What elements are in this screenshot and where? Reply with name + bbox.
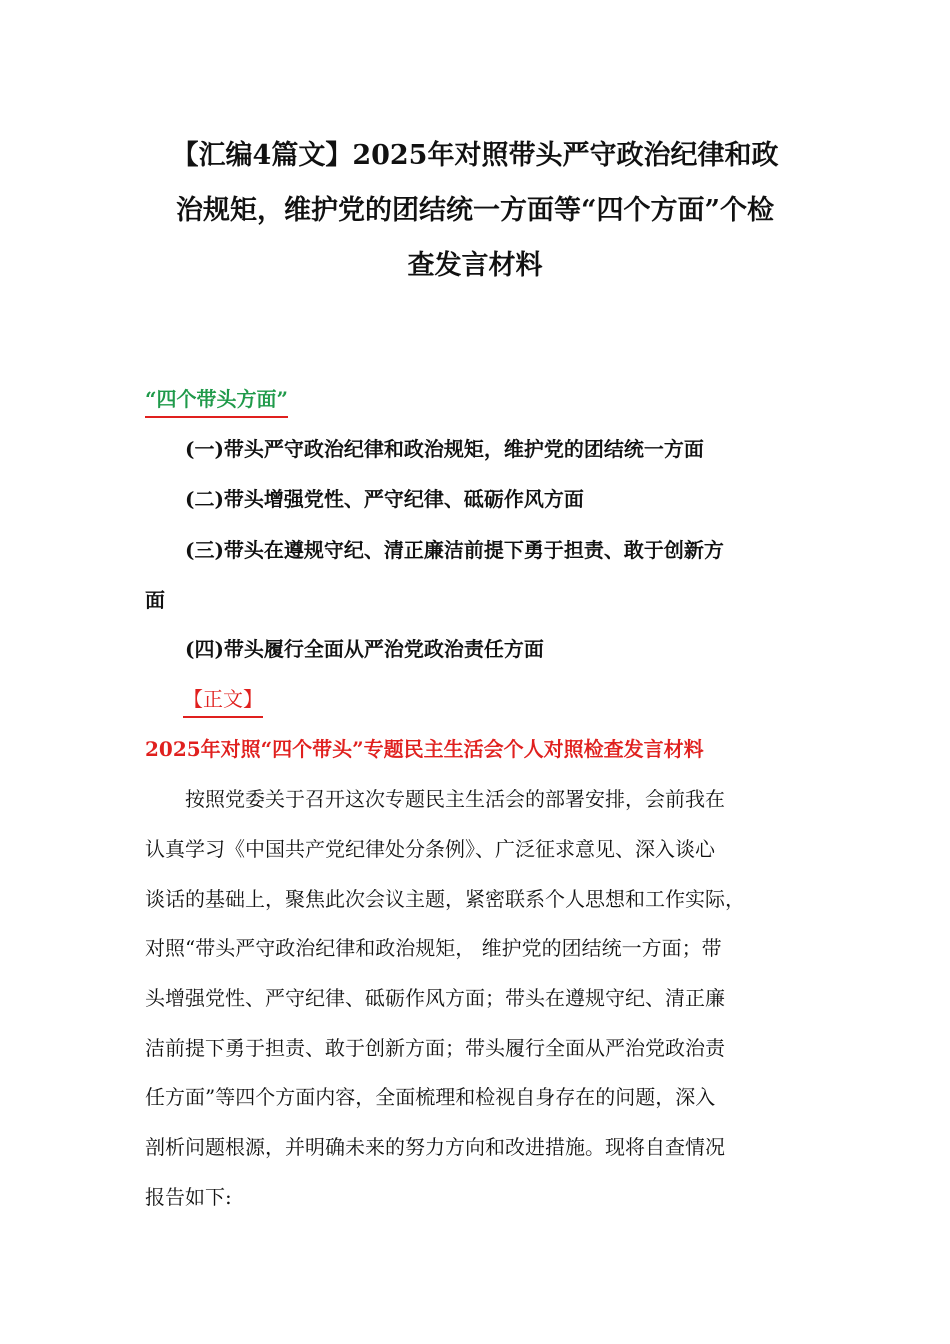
body-line-9: 报告如下:	[145, 1185, 232, 1209]
body-line-6: 洁前提下勇于担责、敢于创新方面；带头履行全面从严治党政治责	[145, 1036, 725, 1060]
list-item-3-continuation: 面	[145, 588, 165, 612]
body-line-2: 认真学习《中国共产党纪律处分条例》、广泛征求意见、深入谈心	[145, 837, 715, 861]
title-line-3: 查发言材料	[407, 250, 543, 281]
body-line-4: 对照“带头严守政治纪律和政治规矩， 维护党的团结统一方面；带	[145, 936, 722, 960]
list-item-1: (一)带头严守政治纪律和政治规矩，维护党的团结统一方面	[185, 437, 704, 461]
list-item-4: (四)带头履行全面从严治党政治责任方面	[185, 637, 544, 661]
list-item-3: (三)带头在遵规守纪、清正廉洁前提下勇于担责、敢于创新方	[185, 538, 724, 562]
document-title	[120, 128, 830, 293]
body-line-8: 剖析问题根源，并明确未来的努力方向和改进措施。现将自查情况	[145, 1135, 725, 1159]
body-line-3: 谈话的基础上，聚焦此次会议主题，紧密联系个人思想和工作实际，	[145, 887, 745, 911]
title-line-1: 【汇编4篇文】2025年对照带头严守政治纪律和政	[171, 140, 779, 171]
title-line-2: 治规矩，维护党的团结统一方面等“四个方面”个检	[175, 195, 775, 226]
section-label: “四个带头方面”	[145, 384, 288, 418]
body-label: 【正文】	[183, 684, 263, 718]
body-line-5: 头增强党性、严守纪律、砥砺作风方面；带头在遵规守纪、清正廉	[145, 986, 725, 1010]
article-subtitle: 2025年对照“四个带头”专题民主生活会个人对照检查发言材料	[145, 737, 704, 761]
list-item-2: (二)带头增强党性、严守纪律、砥砺作风方面	[185, 487, 584, 511]
body-line-1: 按照党委关于召开这次专题民主生活会的部署安排，会前我在	[185, 787, 725, 811]
body-line-7: 任方面”等四个方面内容，全面梳理和检视自身存在的问题，深入	[145, 1085, 716, 1109]
